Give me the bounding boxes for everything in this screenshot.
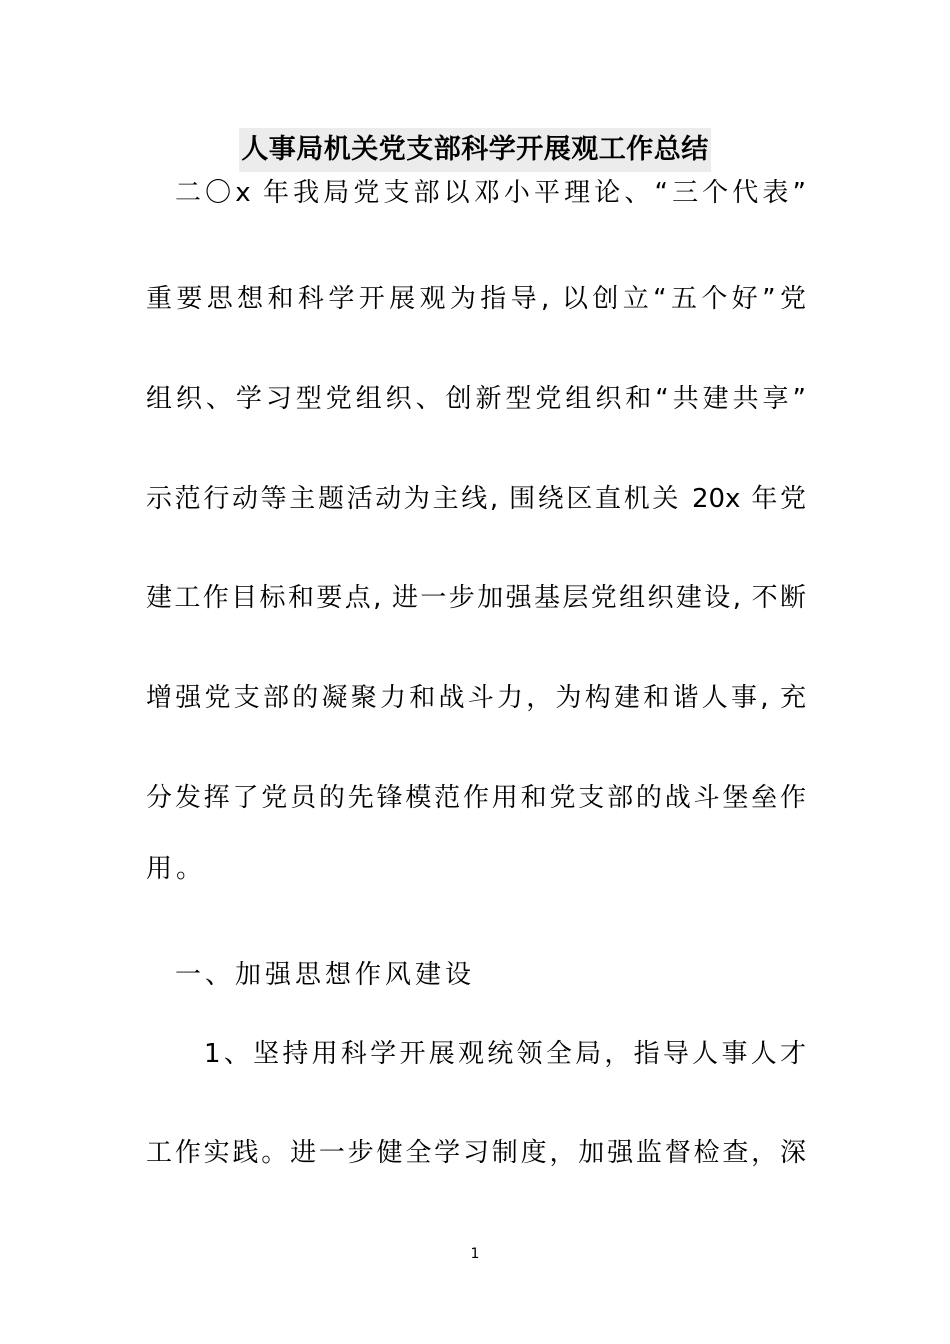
- paragraph-line-last: 用。: [146, 854, 207, 884]
- title-container: [0, 128, 950, 172]
- item-line: 1、坚持用科学开展观统领全局，指导人事人才: [204, 1039, 806, 1069]
- paragraph-line: 重要思想和科学开展观为指导, 以创立“五个好”党: [146, 284, 806, 314]
- paragraph-line: 二〇x 年我局党支部以邓小平理论、“三个代表”: [175, 178, 806, 208]
- document-title: 人事局机关党支部科学开展观工作总结: [239, 128, 711, 172]
- paragraph-line: 组织、学习型党组织、创新型党组织和“共建共享”: [146, 384, 806, 414]
- section-heading: 一、加强思想作风建设: [175, 960, 476, 990]
- paragraph-line: 分发挥了党员的先锋模范作用和党支部的战斗堡垒作: [146, 783, 806, 813]
- item-line: 工作实践。进一步健全学习制度，加强监督检查，深: [146, 1138, 806, 1168]
- page-number: 1: [470, 1246, 480, 1262]
- paragraph-line: 建工作目标和要点, 进一步加强基层党组织建设, 不断: [146, 583, 806, 613]
- paragraph-line: 示范行动等主题活动为主线, 围绕区直机关 20x 年党: [146, 484, 806, 514]
- paragraph-line: 增强党支部的凝聚力和战斗力，为构建和谐人事, 充: [146, 683, 806, 713]
